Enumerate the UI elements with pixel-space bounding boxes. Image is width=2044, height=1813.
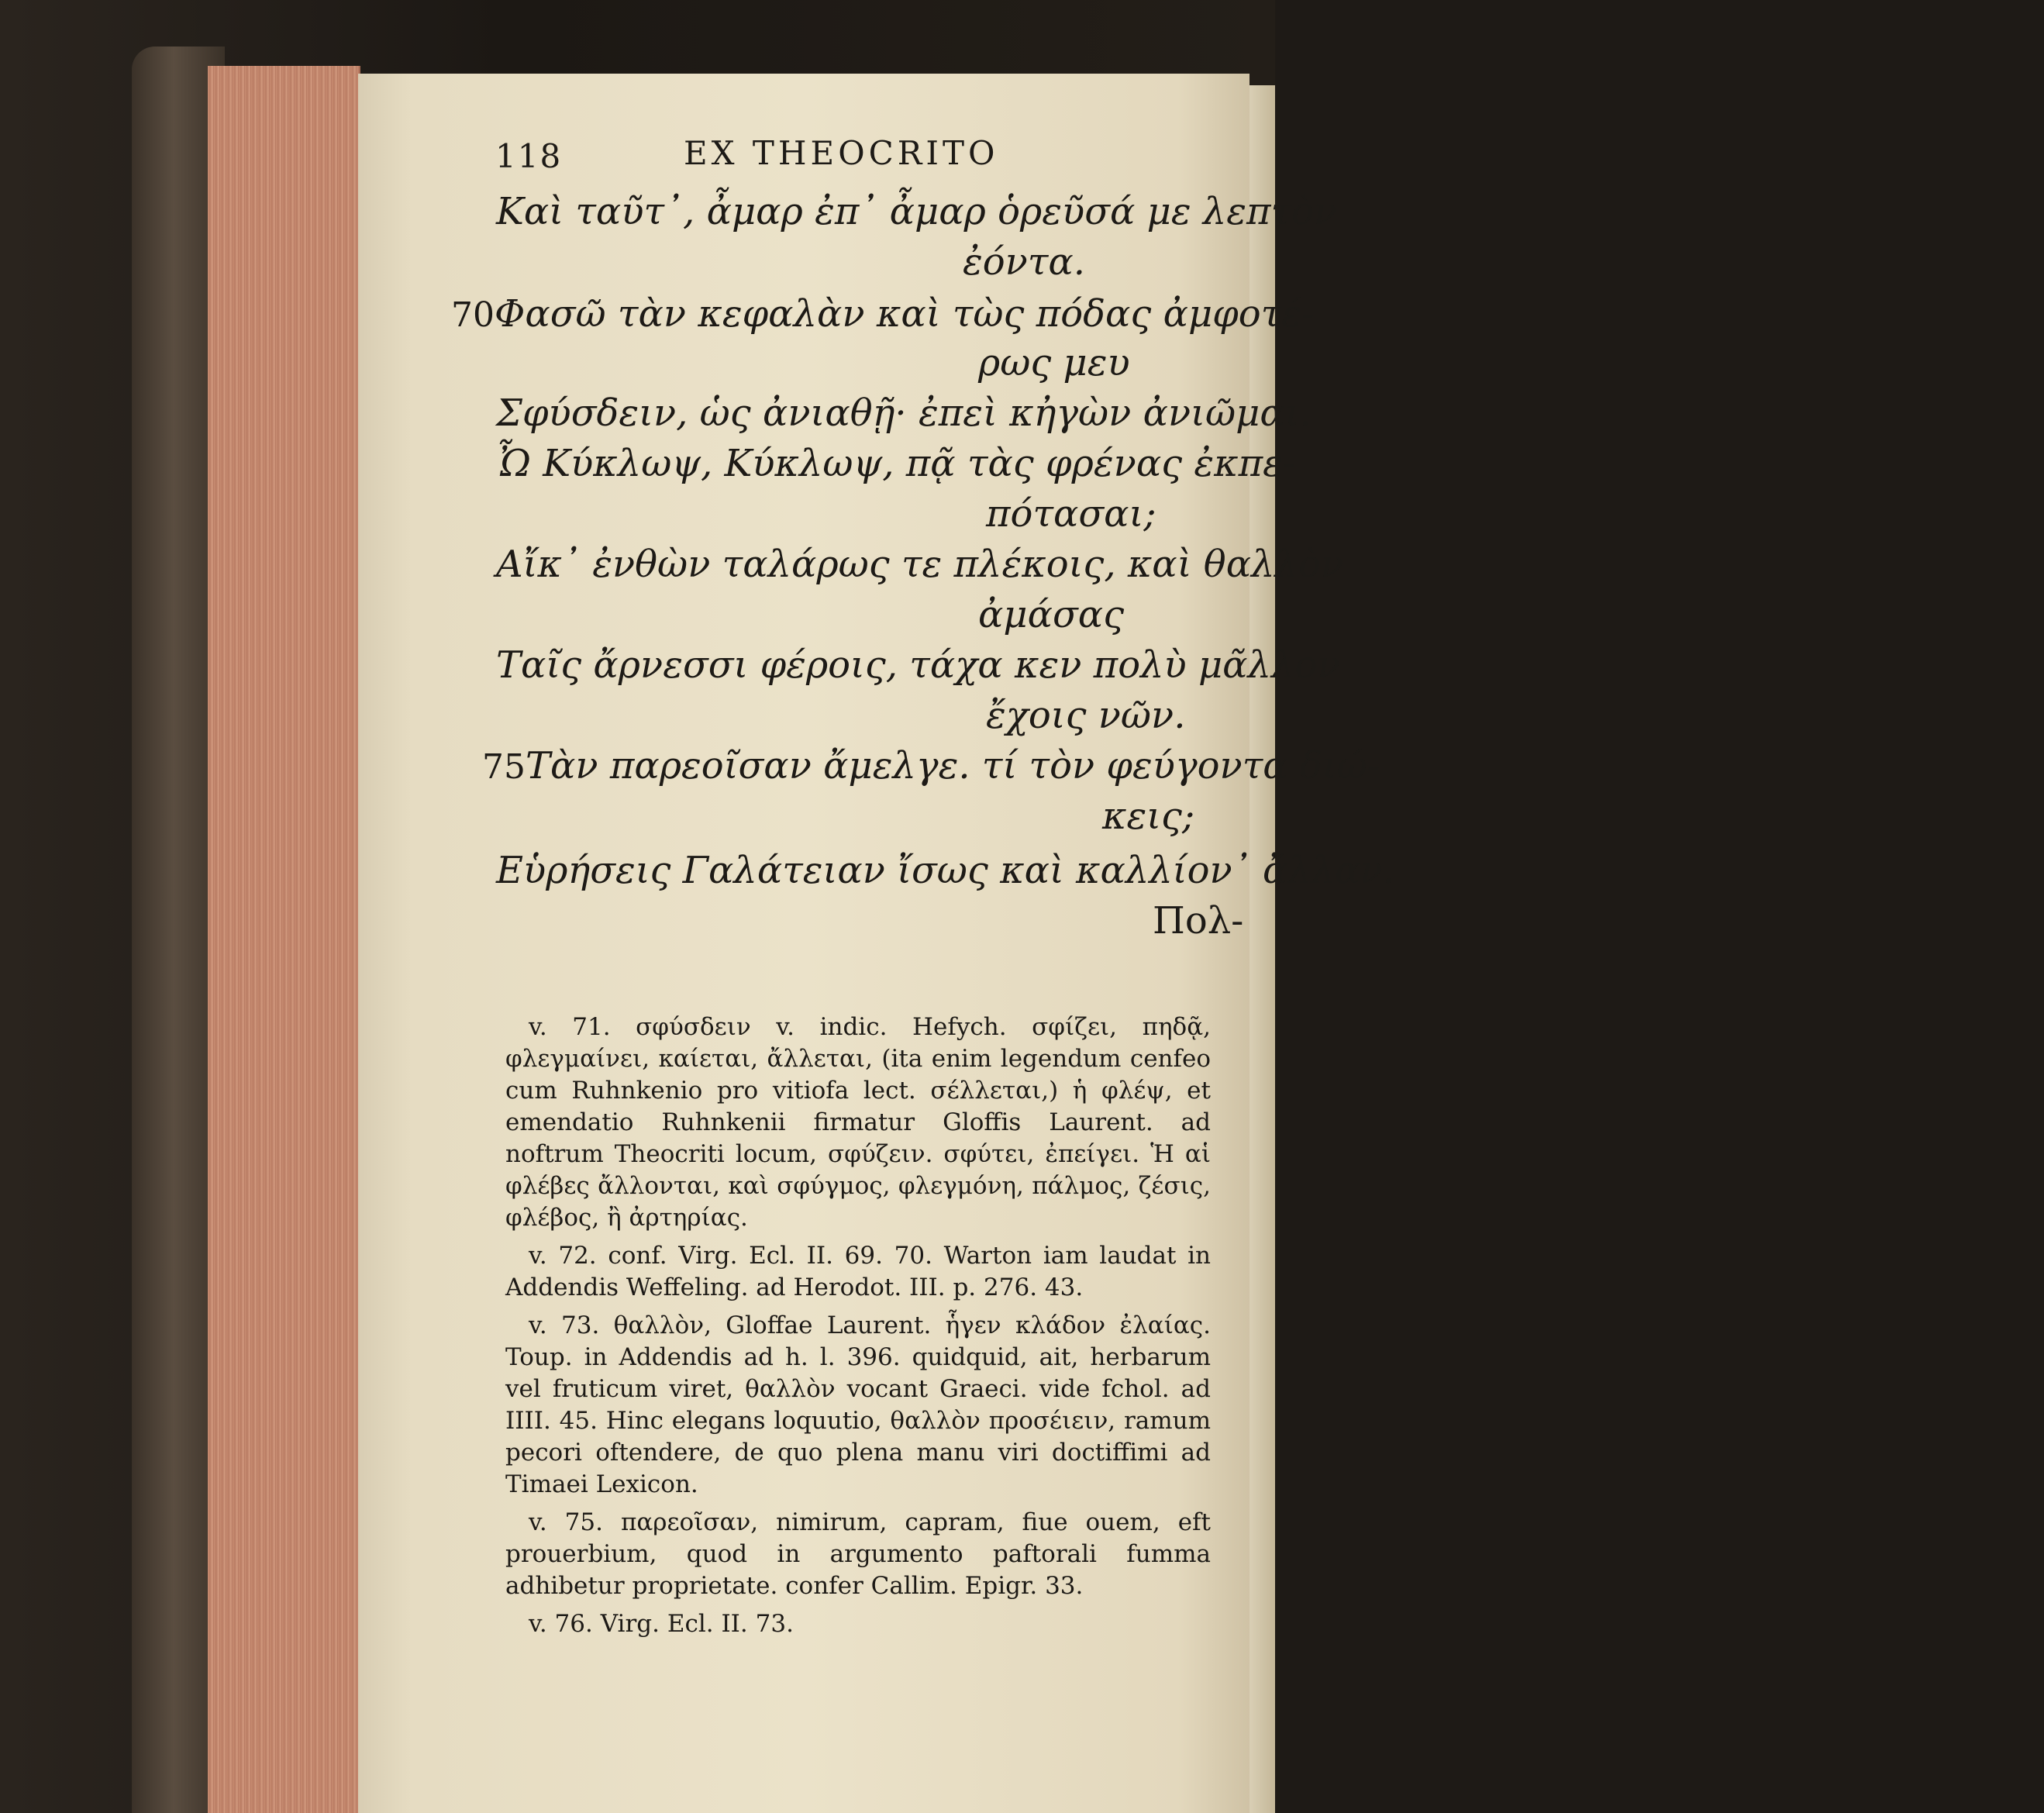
verse-line [482, 744, 1380, 788]
verse-line [496, 190, 1387, 233]
verse-text: Σφύσδειν, ὡς ἀνιαθῇ· ἐπεὶ κἠγὼν ἀνιῶμαι. [496, 391, 1312, 435]
note: v. 73. θαλλὸν, Gloffae Laurent. ἧγεν κλάδον ἐλαίας. Toup. in Addendis ad h. l. 396. quidquid, ait, herbarum vel fruticum viret, θαλλὸν vocant Graeci. vide fchol. ad IIII. 45. Hinc elegans loquutio, θαλλὸν προσέιειν, ramum pecori oftendere, de quo plena manu viri doctiffimi ad Timaei Lexicon. [505, 1311, 1211, 1498]
verse-line [963, 240, 1854, 284]
note: v. 72. conf. Virg. Ecl. II. 69. 70. Warton iam laudat in Addendis Weffeling. ad Herodot. III. p. 276. 43. [505, 1242, 1211, 1301]
verse-text: Ταῖς ἄρνεσσι φέροις, τάχα κεν πολὺ μᾶλλον [496, 643, 1340, 687]
note: v. 75. παρεοῖσαν, nimirum, capram, fiue ouem, eft prouerbium, quod in argumento paftorali fumma adhibetur proprietate. confer Callim. Epigr. 33. [505, 1508, 1211, 1600]
verse-text: Φασῶ τὰν κεφαλὰν καὶ τὼς πόδας ἀμφοτέ- [495, 292, 1315, 336]
verse-text: ἔχοις νῶν. [986, 694, 1186, 737]
verse-text: Τὰν παρεοῖσαν ἄμελγε. τί τὸν φεύγοντα διώ- [526, 744, 1380, 788]
verse-number: 70 [451, 295, 495, 335]
page-edges [208, 66, 360, 1813]
note: v. 71. σφύσδειν v. indic. Hefych. σφίζει, πηδᾷ, φλεγμαίνει, καίεται, ἄλλεται, (ita enim legendum cenfeo cum Ruhnkenio pro vitiofa lect. σέλλεται,) ἡ φλέψ, et emendatio Ruhnkenii firmatur Gloffis Laurent. ad noftrum Theocriti locum, σφύζειν. σφύτει, ἐπείγει. Ἡ αἱ φλέβες ἄλλονται, καὶ σφύγμος, φλεγμόνη, πάλμος, ζέσις, φλέβος, ἢ ἀρτηρίας. [505, 1013, 1211, 1232]
verse-text: ἀμάσας [978, 593, 1125, 636]
verse-line [986, 694, 1877, 737]
verse-line [978, 593, 1870, 636]
verse-text: ἐόντα. [963, 240, 1086, 284]
verse-text: Εὑρήσεις Γαλάτειαν ἴσως καὶ καλλίον᾽ ἄλλαν. [496, 849, 1395, 892]
commentary-notes [505, 1012, 1211, 1646]
verse-text: Ὦ Κύκλωψ, Κύκλωψ, πᾷ τὰς φρένας ἐκπε- [496, 442, 1296, 485]
running-head: EX THEOCRITO [684, 134, 999, 172]
page-number: 118 [495, 137, 563, 175]
verse-text: ρως μευ [978, 341, 1130, 384]
verse-text: πότασαι; [986, 492, 1156, 536]
verse-text: Αἴκ᾽ ἐνθὼν ταλάρως τε πλέκοις, καὶ θαλλὸν [496, 543, 1344, 586]
verse-line [496, 643, 1387, 687]
note: v. 76. Virg. Ecl. II. 73. [529, 1610, 794, 1638]
verse-text: Πολ- [1153, 899, 1244, 943]
verse-line [1102, 794, 1994, 838]
verse-text: Καὶ ταῦτ᾽, ἆμαρ ἐπ᾽ ἆμαρ ὁρεῦσά με λεπτὸν [496, 190, 1337, 233]
verse-line [496, 442, 1387, 485]
verse-line [986, 492, 1877, 536]
verse-number: 75 [482, 747, 526, 787]
verse-line [451, 292, 1343, 336]
verse-text: κεις; [1102, 794, 1195, 838]
verse-line [496, 391, 1387, 435]
verse-line [978, 341, 1870, 384]
verse-line [496, 543, 1387, 586]
verse-line [496, 849, 1395, 892]
verse-line [1153, 899, 2044, 943]
book-page [358, 74, 1395, 1813]
